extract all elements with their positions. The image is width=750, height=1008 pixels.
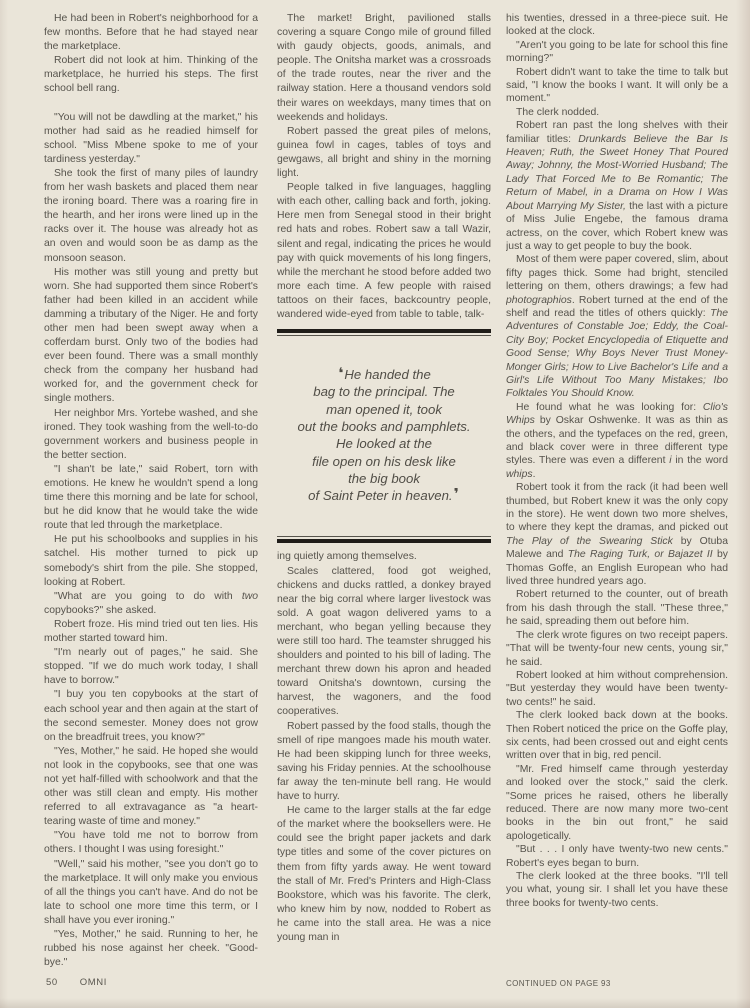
pull-quote-text: of Saint Peter in heaven. bbox=[308, 488, 453, 504]
paragraph: The clerk looked back down at the books. Then Robert noticed the price on the Goffe play, six cents, had been crossed out and eight cents written over that in big, red pencil. bbox=[506, 710, 728, 762]
pull-quote-top-rule bbox=[277, 329, 491, 336]
pull-quote-line: bag to the principal. The bbox=[313, 384, 455, 400]
paragraph: Robert passed by the food stalls, though the smell of ripe mangoes made his mouth water. He had been skipping lunch for three weeks, saving his Friday pennies. At the schoolhouse far away the ten-minute bell rang. He would have to hurry. bbox=[277, 720, 491, 803]
magazine-name: OMNI bbox=[79, 977, 107, 988]
pull-quote-bottom-rule bbox=[277, 536, 491, 543]
paragraph: "Mr. Fred himself came through yesterday and looked over the stock," said the clerk. "Some prices he raised, others he liberally reduced. There are now many more two-cent books in the bin out front," he said apologetically. bbox=[506, 763, 728, 842]
paragraph: "You will not be dawdling at the market," his mother had said as he readied himself for school. "Miss Mbene spoke to me of your tardiness yesterday." bbox=[44, 111, 258, 165]
column-3 bbox=[506, 12, 728, 968]
close-quote-mark: ❜ bbox=[453, 485, 459, 504]
paragraph: The clerk nodded. bbox=[516, 106, 600, 118]
open-quote-mark: ❛ bbox=[338, 364, 344, 383]
paragraph: Most of them were paper covered, slim, about fifty pages thick. Some had bright, stenciled lettering on them, others drawings; a few had photographios. Robert turned at the end of the shelf and read the titles of others quickly: The Adventures of Constable Joe; Eddy, the Coal-City Boy; Pocket Encyclopedia of Etiquette and Good Sense; Why Boys Never Trust Money-Monger Girls; How to Live Bachelor's Life and a Girl's Life Without Too Many Mistakes; Ibo Folktales You Should Know. bbox=[506, 254, 728, 400]
page-edge-shadow-bottom bbox=[0, 998, 750, 1008]
paragraph: Robert passed the great piles of melons, guinea fowl in cages, tables of toys and gewgaws, all bright and shiny in the morning light. bbox=[277, 125, 491, 180]
paragraph: The market! Bright, pavilioned stalls covering a square Congo mile of ground filled with gaudy objects, goods, animals, and people. The Onitsha market was a crossroads of the trade routes, near the river and the railway station. Here a thousand vendors sold their wares on weekdays, many times that on weekends and holidays. bbox=[277, 13, 491, 123]
pull-quote-line: the big book bbox=[348, 470, 420, 486]
paragraph: his twenties, dressed in a three-piece suit. He looked at the clock. bbox=[506, 13, 728, 38]
paragraph: Her neighbor Mrs. Yortebe washed, and she ironed. They took washing from the well-to-do government workers and business people in the better section. bbox=[44, 407, 258, 461]
pull-quote-line: file open on his desk like bbox=[312, 453, 456, 469]
column-1 bbox=[44, 12, 258, 970]
paragraph: He put his schoolbooks and supplies in his satchel. His mother turned to pick up somebody's shirt from the pile. She stopped, looking at Robert. bbox=[44, 534, 258, 588]
paragraph: ing quietly among themselves. bbox=[277, 551, 417, 563]
paragraph: "Yes, Mother," he said. Running to her, he rubbed his nose against her cheek. "Good-bye." bbox=[44, 929, 258, 969]
paragraph: She took the first of many piles of laundry from her wash baskets and placed them near the ironing board. There was a roaring fire in the hearth, and her irons were lined up in the racks over it. The house was already hot as an oven and would soon be as damp as the monsoon season. bbox=[44, 167, 258, 264]
column-2 bbox=[277, 12, 491, 990]
paragraph: Robert did not look at him. Thinking of the marketplace, he hurried his steps. The first school bell rang. bbox=[44, 55, 258, 95]
page-edge-shadow-right bbox=[736, 0, 750, 1008]
paragraph: "Yes, Mother," he said. He hoped she would not look in the copybooks, see that one was not yet half-filled with schoolwork and that the other was still clean and empty. His mother referred to all extravagance as "a heart-tearing waste of time and money." bbox=[44, 745, 258, 828]
pull-quote-line bbox=[281, 487, 487, 504]
paragraph: Robert took it from the rack (it had been well thumbed, but Robert knew it was the only copy in the store). He went down two more shelves, to where they kept the dramas, and picked out The Play of the Swearing Stick by Otuba Malewe and The Raging Turk, or Bajazet II by Thomas Goffe, an English European who had lived three hundred years ago. bbox=[506, 482, 728, 588]
pull-quote-line: out the books and pamphlets. bbox=[297, 418, 471, 434]
paragraph: He had been in Robert's neighborhood for a few months. Before that he had stayed near the marketplace. bbox=[44, 13, 258, 53]
pull-quote bbox=[277, 336, 491, 536]
paragraph: "You have told me not to borrow from others. I thought I was using foresight." bbox=[44, 830, 258, 856]
paragraph: People talked in five languages, haggling with each other, calling back and forth, joking. Here men from Senegal stood in their bright red hats and robes. Robert saw a tall Wazir, silent and regal, indicating the prices he would pay with quick movements of his long fingers, while the merchant he stood before added two more each time. A few people with raised tattoos on their faces, backcountry people, wandered wide-eyed from table to table, talk- bbox=[277, 182, 491, 320]
paragraph: The clerk wrote figures on two receipt papers. "That will be twenty-four new cents, young sir," he said. bbox=[506, 629, 728, 668]
paragraph: "I buy you ten copybooks at the start of each school year and then again at the start of the second semester. Money does not grow on the breadfruit trees, you know?" bbox=[44, 689, 258, 743]
paragraph: "Well," said his mother, "see you don't go to the marketplace. It will only make you envious of all the things you can't have. And do not be late to school one more time this term, or I shall have you ever ironing." bbox=[44, 858, 258, 926]
paragraph: Robert froze. His mind tried out ten lies. His mother started toward him. bbox=[44, 618, 258, 645]
paragraph: "But . . . I only have twenty-two new cents." Robert's eyes began to burn. bbox=[506, 844, 728, 869]
pull-quote-line: He looked at the bbox=[335, 436, 433, 452]
pull-quote-line: man opened it, took bbox=[326, 401, 442, 417]
paragraph: "I'm nearly out of pages," he said. She stopped. "If we do much work today, I shall have to borrow." bbox=[44, 647, 258, 687]
continued-notice: CONTINUED ON PAGE 93 bbox=[506, 979, 611, 988]
page-number: 50 bbox=[46, 977, 58, 988]
pull-quote-text: He handed the bbox=[344, 367, 431, 383]
paragraph: He came to the larger stalls at the far edge of the market where the booksellers were. He could see the bright paper jackets and dark type titles and some of the cover pictures on them from fifty yards away. He went toward the stall of Mr. Fred's Printers and High-Class Bookstore, which was his favorite. The clerk, who knew him by now, nodded to Robert as he came into the stall area. He was a nice young man in bbox=[277, 805, 491, 943]
paragraph: He found what he was looking for: Clio's Whips by Oskar Oshwenke. It was as thin as the others, and the typefaces on the red, green, and black cover were in three different type styles. There was even a different i in the word whips. bbox=[506, 401, 728, 480]
page-edge-shadow-left bbox=[0, 0, 8, 1008]
paragraph: Robert returned to the counter, out of breath from his dash through the stall. "These three," he said, spreading them out before him. bbox=[506, 589, 728, 628]
section-break bbox=[44, 97, 258, 111]
paragraph: Robert looked at him without comprehension. "But yesterday they would have been twenty-two cents!" he said. bbox=[506, 669, 728, 708]
paragraph: Scales clattered, food got weighed, chickens and ducks rattled, a donkey brayed near the big corral where larger livestock was sold. A goat wagon delivered yams to a merchant, who began yelling because they were still too hard. The teamster shrugged his shoulders and pointed to his bill of lading. The merchant threw down his apron and headed toward Onitsha's downtown, cursing the harvest, the wagoners, and the food cooperatives. bbox=[277, 565, 491, 718]
paragraph: "What are you going to do with two copybooks?" she asked. bbox=[44, 590, 258, 616]
paragraph: His mother was still young and pretty but worn. She had supported them since Robert's father had been killed in an accident while damming a tributary of the Niger. He and forty other men had been swept away when a cofferdam burst. Only two of the bodies had ever been found. There was a small monthly check from the company her husband had worked for, and the government check for single mothers. bbox=[44, 266, 258, 405]
paragraph: "I shan't be late," said Robert, torn with emotions. He knew he wouldn't spend a long time there this morning and be late for school, but he did know that he would take the wide route that led through the marketplace. bbox=[44, 463, 258, 532]
page-footer bbox=[46, 977, 107, 988]
paragraph: "Aren't you going to be late for school this fine morning?" bbox=[506, 39, 728, 65]
pull-quote-line bbox=[281, 366, 487, 383]
paragraph: Robert didn't want to take the time to talk but said, "I know the books I want. It will only be a moment." bbox=[506, 66, 728, 105]
paragraph: The clerk looked at the three books. "I'll tell you what, young sir. I shall let you have these three books for twenty-two cents. bbox=[506, 871, 728, 909]
paragraph: Robert ran past the long shelves with their familiar titles: Drunkards Believe the Bar Is Heaven; Ruth, the Sweet Honey That Poured Away; Johnny, the Most-Worried Husband; The Lady That Forced Me to Be Romantic; The Return of Mabel, in a Drama on How I Was About Marrying My Sister, the last with a picture of Miss Julie Engebe, the famous drama actress, on the cover, which Robert knew was just a way to get people to buy the book. bbox=[506, 120, 728, 252]
